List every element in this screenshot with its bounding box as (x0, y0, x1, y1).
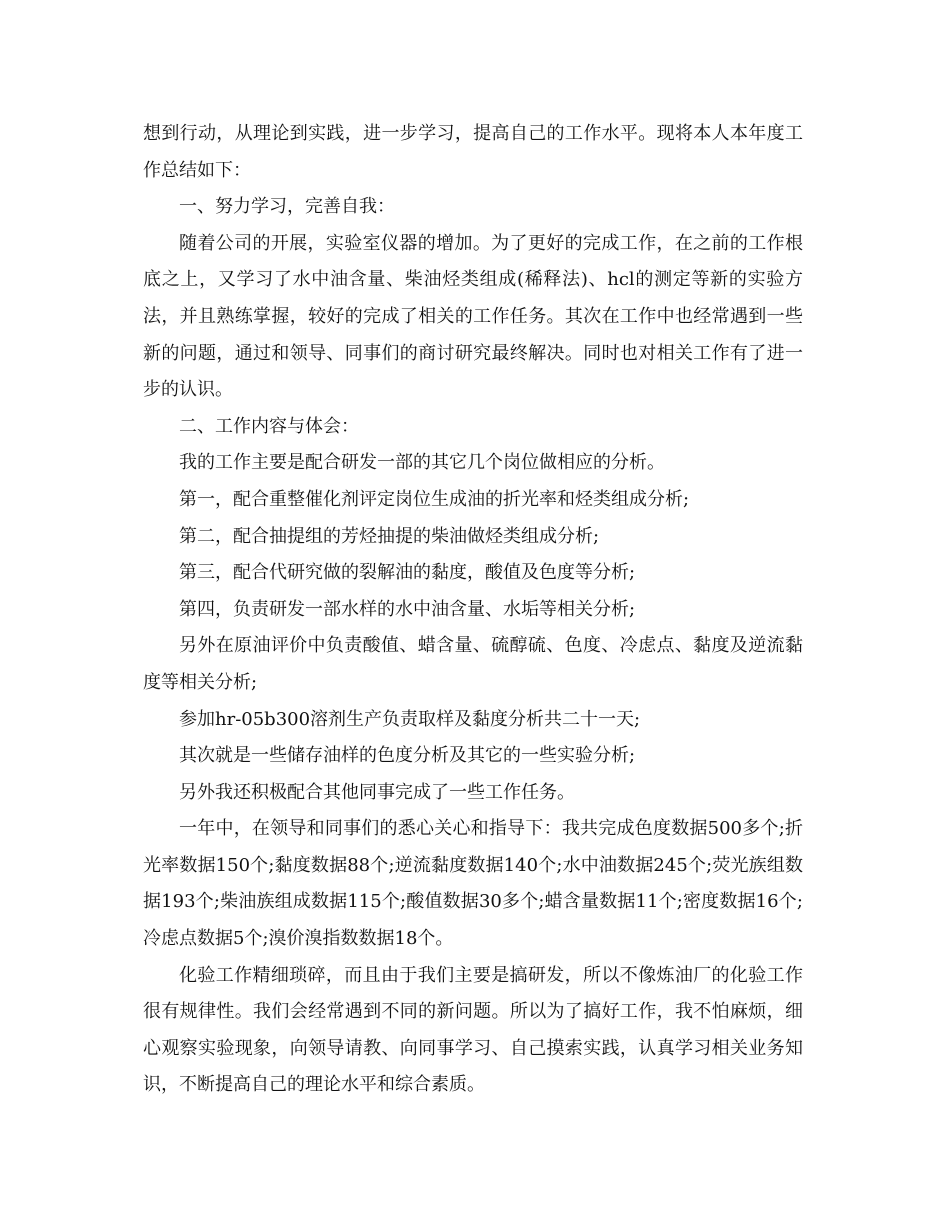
paragraph-other-tasks: 另外我还积极配合其他同事完成了一些工作任务。 (179, 781, 575, 803)
paragraph-item-1: 第一，配合重整催化剂评定岗位生成油的折光率和烃类组成分析; (179, 488, 690, 510)
heading-section-1: 一、努力学习，完善自我： (179, 196, 395, 218)
paragraph-work-main: 我的工作主要是配合研发一部的其它几个岗位做相应的分析。 (179, 452, 665, 474)
paragraph-storage-samples: 其次就是一些储存油样的色度分析及其它的一些实验分析; (179, 745, 636, 767)
paragraph-item-2: 第二，配合抽提组的芳烃抽提的柴油做烃类组成分析; (179, 525, 600, 547)
document-body (143, 116, 803, 1104)
paragraph-item-3: 第三，配合代研究做的裂解油的黏度，酸值及色度等分析; (179, 562, 636, 584)
paragraph-solvent-production: 参加hr-05b300溶剂生产负责取样及黏度分析共二十一天; (179, 708, 641, 730)
heading-section-2: 二、工作内容与体会： (179, 415, 359, 437)
paragraph-item-4: 第四，负责研发一部水样的水中油含量、水垢等相关分析; (179, 598, 636, 620)
paragraph-experience: 化验工作精细琐碎，而且由于我们主要是搞研发，所以不像炼油厂的化验工作很有规律性。我们会经常遇到不同的新问题。所以为了搞好工作，我不怕麻烦，细心观察实验现象，向领导请教、向同事学习、自己摸索实践，认真学习相关业务知识，不断提高自己的理论水平和综合素质。 (143, 964, 803, 1096)
paragraph-annual-data: 一年中，在领导和同事们的悉心关心和指导下：我共完成色度数据500多个;折光率数据150个;黏度数据88个;逆流黏度数据140个;水中油数据245个;荧光族组数据193个;柴油族组成数据115个;酸值数据30多个;蜡含量数据11个;密度数据16个;冷虑点数据5个;溴价溴指数数据18个。 (143, 818, 803, 950)
paragraph-crude-evaluation: 另外在原油评价中负责酸值、蜡含量、硫醇硫、色度、冷虑点、黏度及逆流黏度等相关分析; (143, 635, 803, 693)
paragraph-learning: 随着公司的开展，实验室仪器的增加。为了更好的完成工作，在之前的工作根底之上，又学习了水中油含量、柴油烃类组成(稀释法)、hcl的测定等新的实验方法，并且熟练掌握，较好的完成了相关的工作任务。其次在工作中也经常遇到一些新的问题，通过和领导、同事们的商讨研究最终解决。同时也对相关工作有了进一步的认识。 (143, 232, 803, 401)
paragraph-intro: 想到行动，从理论到实践，进一步学习，提高自己的工作水平。现将本人本年度工作总结如下： (143, 123, 803, 181)
